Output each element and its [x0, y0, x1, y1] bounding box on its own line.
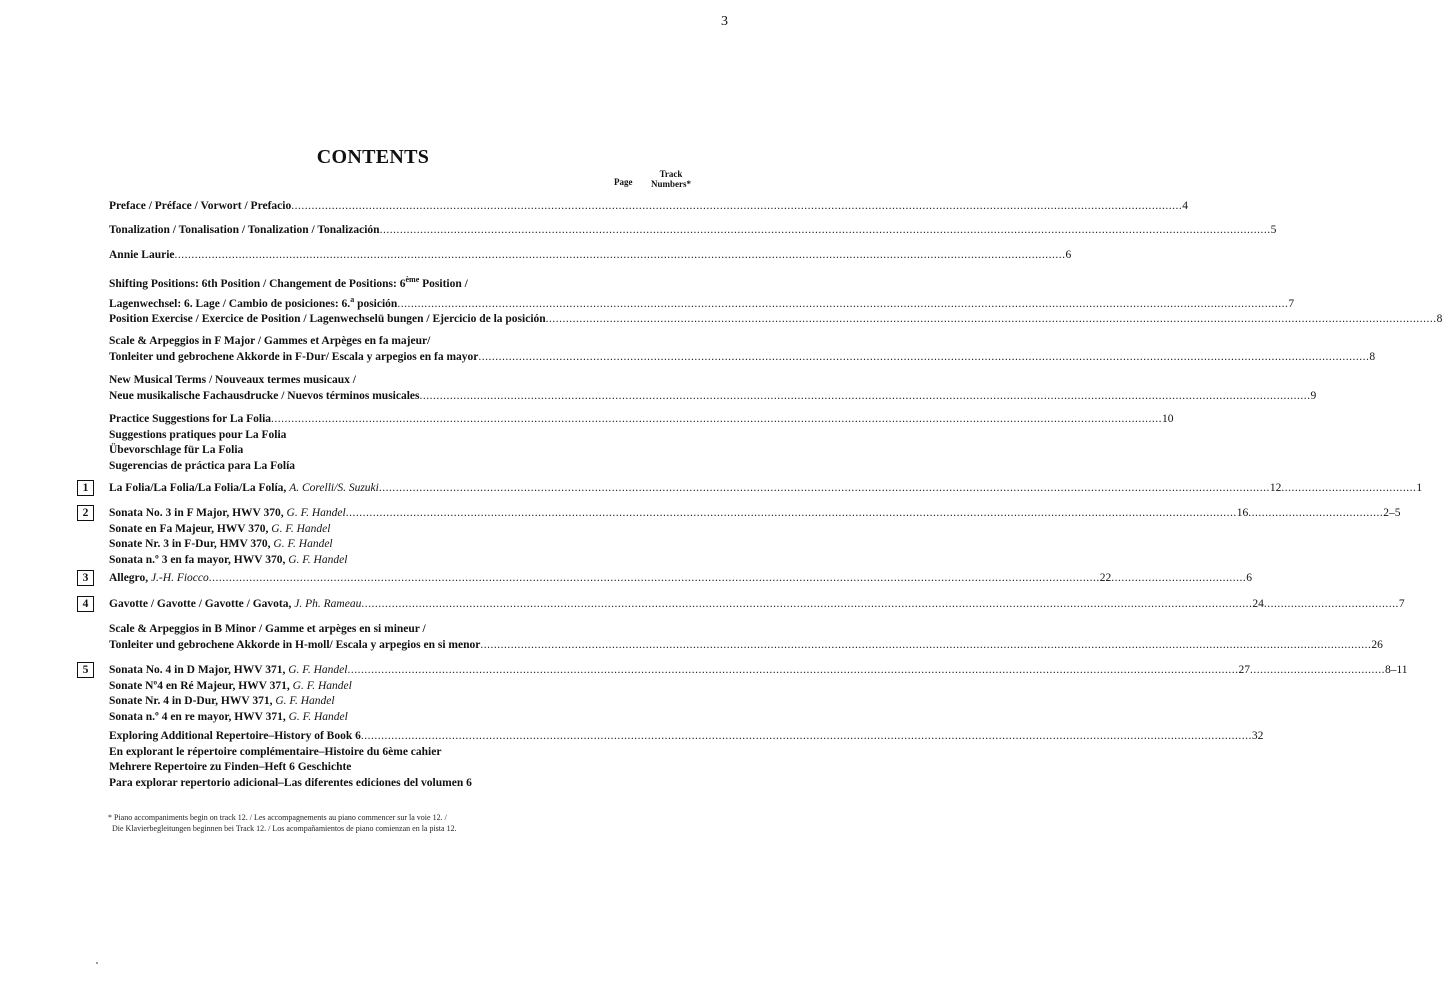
entry-track: ..... 7	[1264, 597, 1324, 613]
entry-subtitle: Sonate Nr. 4 in D-Dur, HWV 371, G. F. Handel	[109, 695, 335, 707]
entry-title: La Folia/La Folia/La Folia/La Folía, A. Corelli/S. Suzuki	[109, 482, 379, 494]
entry-page: 24	[1252, 598, 1264, 610]
toc-entry-position-exercise[interactable]	[109, 312, 1442, 328]
entry-page: 8	[1436, 313, 1442, 325]
entry-subtitle: Sonata n.º 4 en re mayor, HWV 371, G. F. Handel	[109, 710, 348, 723]
entry-subtitle: Sonate en Fa Majeur, HWV 370, G. F. Handel	[109, 522, 331, 535]
page-title: CONTENTS	[316, 146, 430, 168]
entry-title-line1: Scale & Arpeggios in F Major / Gammes et Arpèges en fa majeur/	[109, 335, 431, 347]
entry-subtitle: Sonata n.º 3 en fa mayor, HWV 370, G. F. Handel	[109, 553, 348, 566]
entry-subtitle: En explorant le répertoire complémentaire–Histoire du 6ème cahier	[109, 745, 442, 758]
entry-title-line2: Lagenwechsel: 6. Lage / Cambio de posiciones: 6.$^a$ posición	[109, 295, 398, 311]
entry-track: ..... 1	[1281, 481, 1341, 497]
dot-leader	[380, 223, 1271, 239]
dot-leader	[480, 638, 1371, 654]
entry-title: Sonata No. 3 in F Major, HWV 370, G. F. Handel	[109, 507, 346, 519]
toc-entry-allegro[interactable]	[109, 571, 1252, 587]
entry-page: 10	[1162, 413, 1174, 425]
entry-title-line1: Scale & Arpeggios in B Minor / Gamme et arpèges en si mineur /	[109, 623, 426, 635]
dot-leader	[271, 412, 1162, 428]
dot-leader	[546, 312, 1437, 328]
toc-entry-new-musical-terms[interactable]	[109, 373, 1317, 404]
toc-entry-scale-b-minor[interactable]	[109, 622, 1383, 653]
footnote-line1: * Piano accompaniments begin on track 12. / Les accompagnements au piano commencer sur la voie 12. /	[108, 813, 447, 822]
page-column-header: Page	[614, 177, 633, 187]
entry-page: 6	[1065, 249, 1072, 261]
entry-title-line2: Tonleiter und gebrochene Akkorde in H-moll/ Escala y arpegios en si menor	[109, 638, 481, 651]
track-box-1: 1	[77, 480, 94, 496]
toc-entry-la-folia[interactable]	[109, 481, 1423, 497]
dot-leader	[361, 597, 1252, 613]
dot-leader	[347, 663, 1238, 679]
entry-title-line2: Tonleiter und gebrochene Akkorde in F-Dur/ Escala y arpegios en fa mayor	[109, 350, 479, 363]
entry-page: 9	[1310, 389, 1317, 402]
entry-title: Exploring Additional Repertoire–History of Book 6	[109, 730, 361, 742]
scan-speck	[96, 962, 98, 964]
dot-leader	[420, 389, 1311, 405]
entry-page: 7	[1288, 298, 1295, 311]
track-header-line2: Numbers*	[651, 179, 691, 189]
entry-title: Annie Laurie	[109, 249, 175, 261]
entry-subtitle: Mehrere Repertoire zu Finden–Heft 6 Geschichte	[109, 761, 352, 773]
entry-page: 32	[1251, 730, 1264, 742]
track-box-2: 2	[77, 505, 94, 521]
entry-title: Sonata No. 4 in D Major, HWV 371, G. F. Handel	[109, 664, 348, 676]
toc-entry-tonalization[interactable]	[109, 223, 1277, 239]
dot-leader	[478, 350, 1369, 366]
entry-track: ..... 2–5	[1248, 506, 1308, 522]
entry-page: 4	[1182, 200, 1188, 212]
toc-entry-scale-f-major[interactable]	[109, 334, 1376, 365]
entry-subtitle: Übevorschlage für La Folia	[109, 444, 244, 456]
entry-subtitle: Sugerencias de práctica para La Folía	[109, 459, 296, 472]
entry-title: Preface / Préface / Vorwort / Prefacio	[109, 200, 292, 212]
toc-entry-annie-laurie[interactable]	[109, 248, 1072, 264]
entry-title-line1: Shifting Positions: 6th Position / Changement de Positions: 6ème Position /	[109, 275, 468, 290]
toc-entry-preface[interactable]	[109, 199, 1188, 215]
entry-page: 5	[1270, 224, 1277, 236]
entry-track: ..... 8–11	[1250, 663, 1310, 679]
entry-subtitle: Sonate Nº4 en Ré Majeur, HWV 371, G. F. Handel	[109, 679, 352, 692]
entry-page: 27	[1238, 664, 1250, 676]
entry-track: ..... 6	[1111, 571, 1171, 587]
footnote	[108, 812, 457, 834]
entry-subtitle: Sonate Nr. 3 in F-Dur, HMV 370, G. F. Handel	[109, 538, 333, 550]
track-column-header	[650, 169, 692, 189]
page-number: 3	[721, 14, 728, 29]
dot-leader	[346, 506, 1237, 522]
entry-page: 8	[1369, 350, 1376, 363]
entry-title: Allegro, J.-H. Fiocco	[109, 572, 209, 584]
entry-title: Gavotte / Gavotte / Gavotte / Gavota, J. Ph. Rameau	[109, 598, 362, 610]
dot-leader	[379, 481, 1270, 497]
track-box-4: 4	[77, 596, 94, 612]
toc-entry-practice-suggestions[interactable]	[109, 412, 1174, 474]
entry-page: 22	[1099, 572, 1112, 584]
toc-entry-gavotte[interactable]	[109, 597, 1405, 613]
toc-entry-sonata-3[interactable]	[109, 506, 1401, 568]
footnote-line2: Die Klavierbegleitungen beginnen bei Track 12. / Los acompañamientos de piano comienzan en la pista 12.	[112, 824, 457, 833]
entry-page: 12	[1269, 482, 1282, 494]
entry-title: Position Exercise / Exercice de Position / Lagenwechselü bungen / Ejercicio de la posición	[109, 313, 546, 325]
dot-leader	[175, 248, 1066, 264]
track-box-5: 5	[77, 662, 94, 678]
entry-title: Practice Suggestions for La Folia	[109, 413, 272, 425]
dot-leader	[209, 571, 1100, 587]
entry-page: 26	[1371, 638, 1383, 651]
toc-entry-additional-repertoire[interactable]	[109, 729, 1264, 791]
entry-title: Tonalization / Tonalisation / Tonalization / Tonalización	[109, 224, 380, 236]
toc-entry-sonata-4[interactable]	[109, 663, 1408, 725]
entry-subtitle: Suggestions pratiques pour La Folia	[109, 428, 287, 441]
dot-leader	[397, 297, 1288, 313]
dot-leader	[361, 729, 1252, 745]
track-header-line1: Track	[659, 169, 683, 179]
entry-title-line1: New Musical Terms / Nouveaux termes musicaux /	[109, 374, 356, 386]
track-box-3: 3	[77, 570, 94, 586]
entry-title-line2: Neue musikalische Fachausdrucke / Nuevos términos musicales	[109, 389, 420, 402]
toc-entry-shifting-positions[interactable]	[109, 272, 1295, 313]
dot-leader	[291, 199, 1182, 215]
entry-subtitle: Para explorar repertorio adicional–Las diferentes ediciones del volumen 6	[109, 776, 472, 789]
entry-page: 16	[1236, 507, 1249, 519]
